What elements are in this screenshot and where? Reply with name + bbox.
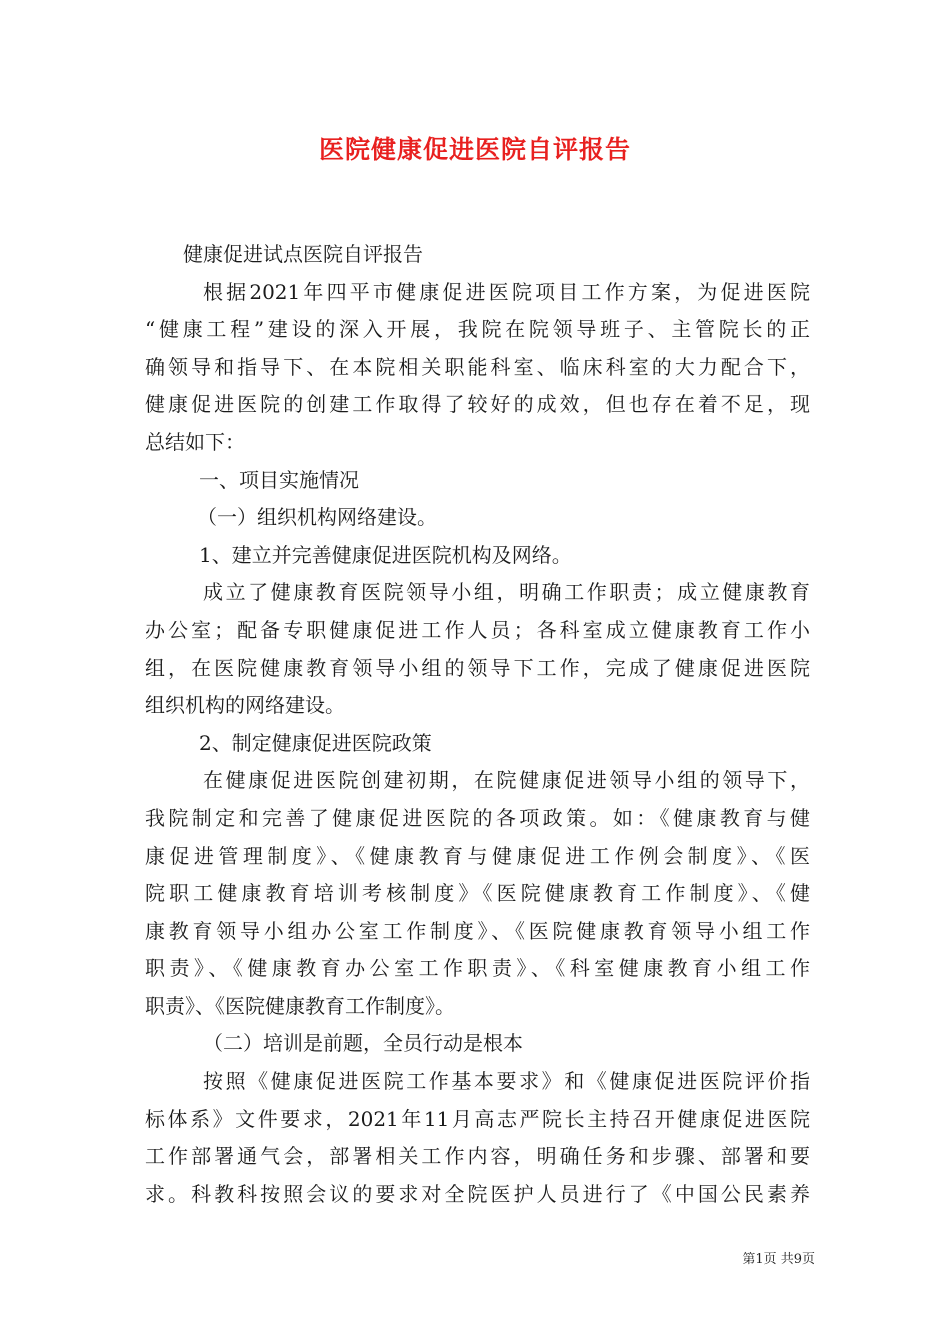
text-line: 职责》、《医院健康教育工作制度》。 <box>145 993 455 1018</box>
text-line: 康促进管理制度》、《健康教育与健康促进工作例会制度》、《医 <box>145 843 810 868</box>
text-line: （二）培训是前题，全员行动是根本 <box>203 1031 523 1056</box>
document-body <box>145 236 810 1213</box>
text-line: 1、建立并完善健康促进医院机构及网络。 <box>199 542 572 567</box>
text-line: 标体系》文件要求，2021年11月高志严院长主持召开健康促进医院 <box>145 1106 810 1131</box>
text-line: 按照《健康促进医院工作基本要求》和《健康促进医院评价指 <box>203 1069 810 1094</box>
text-line: 在健康促进医院创建初期，在院健康促进领导小组的领导下， <box>203 768 810 793</box>
text-line: 职责》、《健康教育办公室工作职责》、《科室健康教育小组工作 <box>145 956 810 981</box>
text-line: 2、制定健康促进医院政策 <box>199 730 432 755</box>
text-line: 工作部署通气会，部署相关工作内容，明确任务和步骤、部署和要 <box>145 1144 810 1169</box>
text-line: 组织机构的网络建设。 <box>145 693 345 718</box>
text-line: 康教育领导小组办公室工作制度》、《医院健康教育领导小组工作 <box>145 918 810 943</box>
text-line: （一）组织机构网络建设。 <box>197 505 437 530</box>
text-line: “健康工程”建设的深入开展，我院在院领导班子、主管院长的正 <box>145 317 810 342</box>
text-line: 办公室；配备专职健康促进工作人员；各科室成立健康教育工作小 <box>145 617 810 642</box>
page-number: 第1页 共9页 <box>742 1252 815 1267</box>
text-line: 一、项目实施情况 <box>199 467 359 492</box>
text-line: 健康促进试点医院自评报告 <box>183 242 423 266</box>
text-line: 我院制定和完善了健康促进医院的各项政策。如：《健康教育与健 <box>145 805 810 830</box>
text-line: 确领导和指导下、在本院相关职能科室、临床科室的大力配合下， <box>145 354 810 379</box>
text-line: 总结如下： <box>145 429 245 454</box>
text-line: 健康促进医院的创建工作取得了较好的成效，但也存在着不足，现 <box>145 392 810 417</box>
document-title: 医院健康促进医院自评报告 <box>318 135 631 164</box>
text-line: 根据2021年四平市健康促进医院项目工作方案，为促进医院 <box>203 279 810 304</box>
text-line: 组，在医院健康教育领导小组的领导下工作，完成了健康促进医院 <box>145 655 810 680</box>
text-line: 求。科教科按照会议的要求对全院医护人员进行了《中国公民素养 <box>145 1181 810 1206</box>
text-line: 院职工健康教育培训考核制度》《医院健康教育工作制度》、《健 <box>145 881 810 906</box>
text-line: 成立了健康教育医院领导小组，明确工作职责；成立健康教育 <box>203 580 810 605</box>
